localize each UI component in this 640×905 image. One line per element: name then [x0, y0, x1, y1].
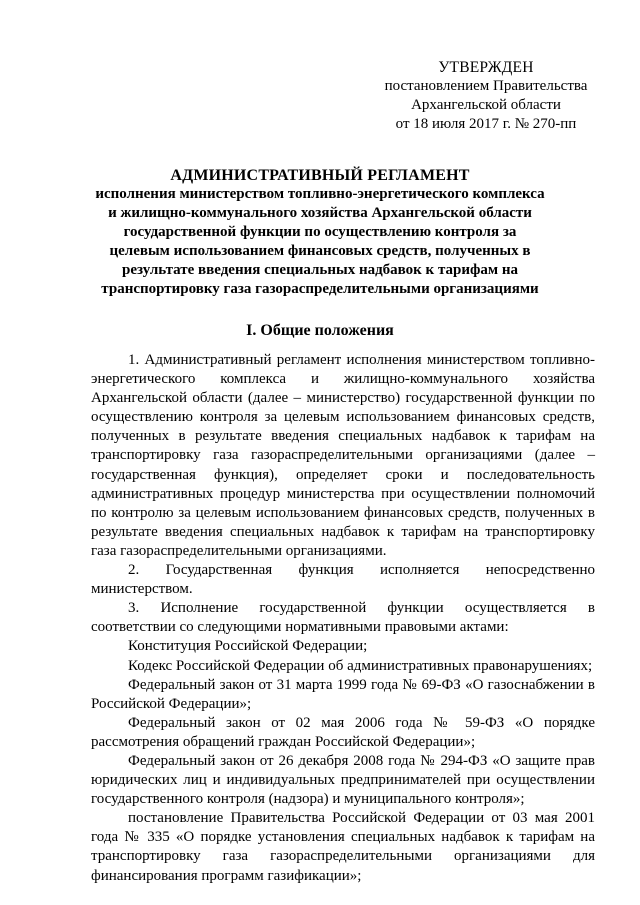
- paragraph-2: 2. Государственная функция исполняется непосредственно министерством.: [91, 562, 595, 598]
- document-subtitle: исполнения министерством топливно-энергетического комплекса и жилищно-коммунального хозяйства Архангельской области государственной функции по осуществлению контроля за целевым использованием финансовых средств, полученных в результате введения специальных надбавок к тарифам на транспортировку газа газораспределительными организациями: [95, 186, 545, 297]
- section-heading: I. Общие положения: [246, 322, 394, 339]
- paragraph-3: 3. Исполнение государственной функции осуществляется в соответствии со следующими нормативными правовыми актами:: [91, 600, 595, 636]
- document-body: [91, 351, 595, 886]
- list-item-code: Кодекс Российской Федерации об административных правонарушениях;: [128, 657, 593, 674]
- approval-line-1: постановлением Правительства: [384, 78, 588, 94]
- paragraph-1: 1. Административный регламент исполнения министерством топливно-энергетического комплекса и жилищно-коммунального хозяйства Архангельской области (далее – министерство) государственной функции по осуществлению контроля за целевым использованием финансовых средств, полученных в результате введения специальных надбавок к тарифам на транспортировку газа газораспределительными организациями (далее – государственная функция), определяет сроки и последовательность административных процедур министерства при осуществлении полномочий по контролю за целевым использованием финансовых средств, полученных в результате введения специальных надбавок к тарифам на транспортировку газа газораспределительными организациями.: [91, 352, 595, 559]
- approval-stamp: [380, 58, 592, 134]
- list-item-law-294: Федеральный закон от 26 декабря 2008 года № 294-ФЗ «О защите прав юридических лиц и индивидуальных предпринимателей при осуществлении государственного контроля (надзора) и муниципального контроля»;: [91, 752, 595, 808]
- approval-title: УТВЕРЖДЕН: [438, 59, 534, 76]
- list-item-constitution: Конституция Российской Федерации;: [128, 638, 368, 655]
- list-item-law-69: Федеральный закон от 31 марта 1999 года № 69-ФЗ «О газоснабжении в Российской Федерации»;: [91, 676, 595, 712]
- list-item-law-59: Федеральный закон от 02 мая 2006 года № 59-ФЗ «О порядке рассмотрения обращений граждан Российской Федерации»;: [91, 714, 595, 750]
- list-item-resolution-335: постановление Правительства Российской Федерации от 03 мая 2001 года № 335 «О порядке установления специальных надбавок к тарифам на транспортировку газа газораспределительными организациями для финансирования программ газификации»;: [91, 810, 595, 884]
- document-title: [95, 166, 545, 299]
- approval-line-2: Архангельской области: [411, 97, 561, 113]
- document-heading: АДМИНИСТРАТИВНЫЙ РЕГЛАМЕНТ: [170, 167, 470, 184]
- approval-line-3: от 18 июля 2017 г. № 270-пп: [395, 116, 577, 132]
